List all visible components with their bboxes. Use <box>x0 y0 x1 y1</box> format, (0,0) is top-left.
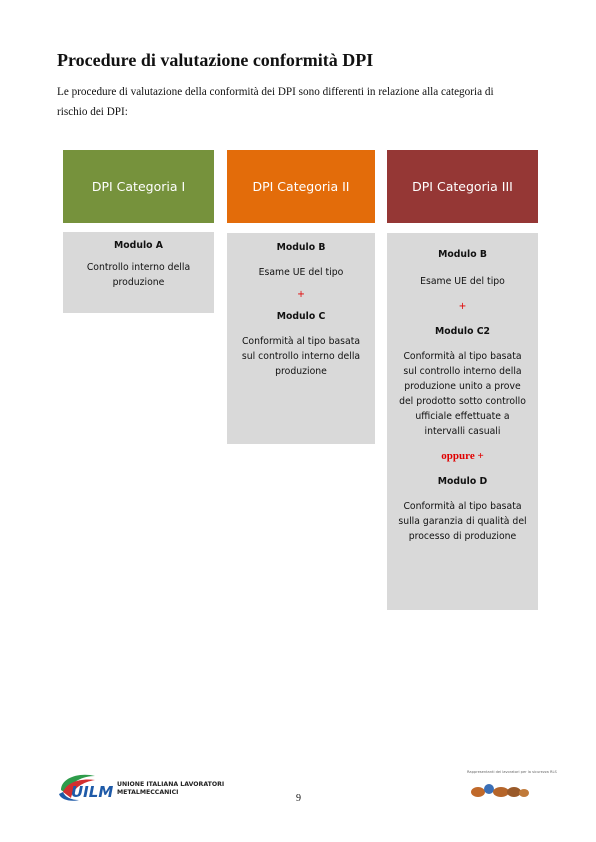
header-categoria-3: DPI Categoria III <box>387 150 538 223</box>
modulo-b-text: Esame UE del tipo <box>420 276 505 287</box>
modulo-c2-text-6: intervalli casuali <box>424 426 501 437</box>
page-title: Procedure di valutazione conformità DPI <box>57 50 374 70</box>
svg-text:UILM: UILM <box>71 783 114 801</box>
modulo-d-text-2: sulla garanzia di qualità del <box>398 516 527 527</box>
box-categoria-1 <box>63 232 214 313</box>
intro-line-2: rischio dei DPI: <box>57 106 128 118</box>
box-categoria-3 <box>387 233 538 610</box>
modulo-d-text-3: processo di produzione <box>408 531 517 542</box>
logo-line-1: UNIONE ITALIANA LAVORATORI <box>117 781 225 788</box>
modulo-c2-text-3: produzione unito a prove <box>404 381 521 392</box>
logo-line-2: METALMECCANICI <box>117 789 179 796</box>
plus-sign: + <box>458 301 467 312</box>
oppure-label: oppure + <box>441 450 484 462</box>
modulo-b-text: Esame UE del tipo <box>258 267 344 278</box>
intro-line-1: Le procedure di valutazione della conformità dei DPI sono differenti in relazione alla categoria di <box>57 86 494 98</box>
header-categoria-1: DPI Categoria I <box>63 150 214 223</box>
modulo-d-text-1: Conformità al tipo basata <box>403 501 522 512</box>
modulo-c-text-1: Conformità al tipo basata <box>241 336 361 347</box>
logo-text <box>117 781 224 797</box>
modulo-c2-text-5: ufficiale effettuate a <box>415 411 510 422</box>
modulo-a-text-1: Controllo interno della <box>86 262 191 273</box>
modulo-d-label: Modulo D <box>437 476 488 487</box>
intro-paragraph <box>57 82 537 122</box>
header-categoria-2: DPI Categoria II <box>227 150 375 223</box>
plus-sign: + <box>297 289 305 300</box>
modulo-c-text-3: produzione <box>275 366 327 377</box>
badge-caption: Rappresentanti dei lavoratori per la sicurezza RLS <box>467 770 557 774</box>
rls-badge-icon <box>462 770 536 802</box>
modulo-c-text-2: sul controllo interno della <box>241 351 361 362</box>
modulo-c-label: Modulo C <box>276 311 326 322</box>
modulo-c2-text-1: Conformità al tipo basata <box>403 351 522 362</box>
box-categoria-2 <box>227 233 375 444</box>
modulo-c2-label: Modulo C2 <box>434 326 490 337</box>
modulo-a-text-2: produzione <box>112 277 165 288</box>
modulo-c2-text-2: sul controllo interno della <box>403 366 522 377</box>
modulo-b-label: Modulo B <box>276 242 326 253</box>
modulo-a-label: Modulo A <box>114 240 163 251</box>
modulo-b-label: Modulo B <box>438 249 487 260</box>
page-number: 9 <box>296 793 301 804</box>
modulo-c2-text-4: del prodotto sotto controllo <box>399 396 526 407</box>
